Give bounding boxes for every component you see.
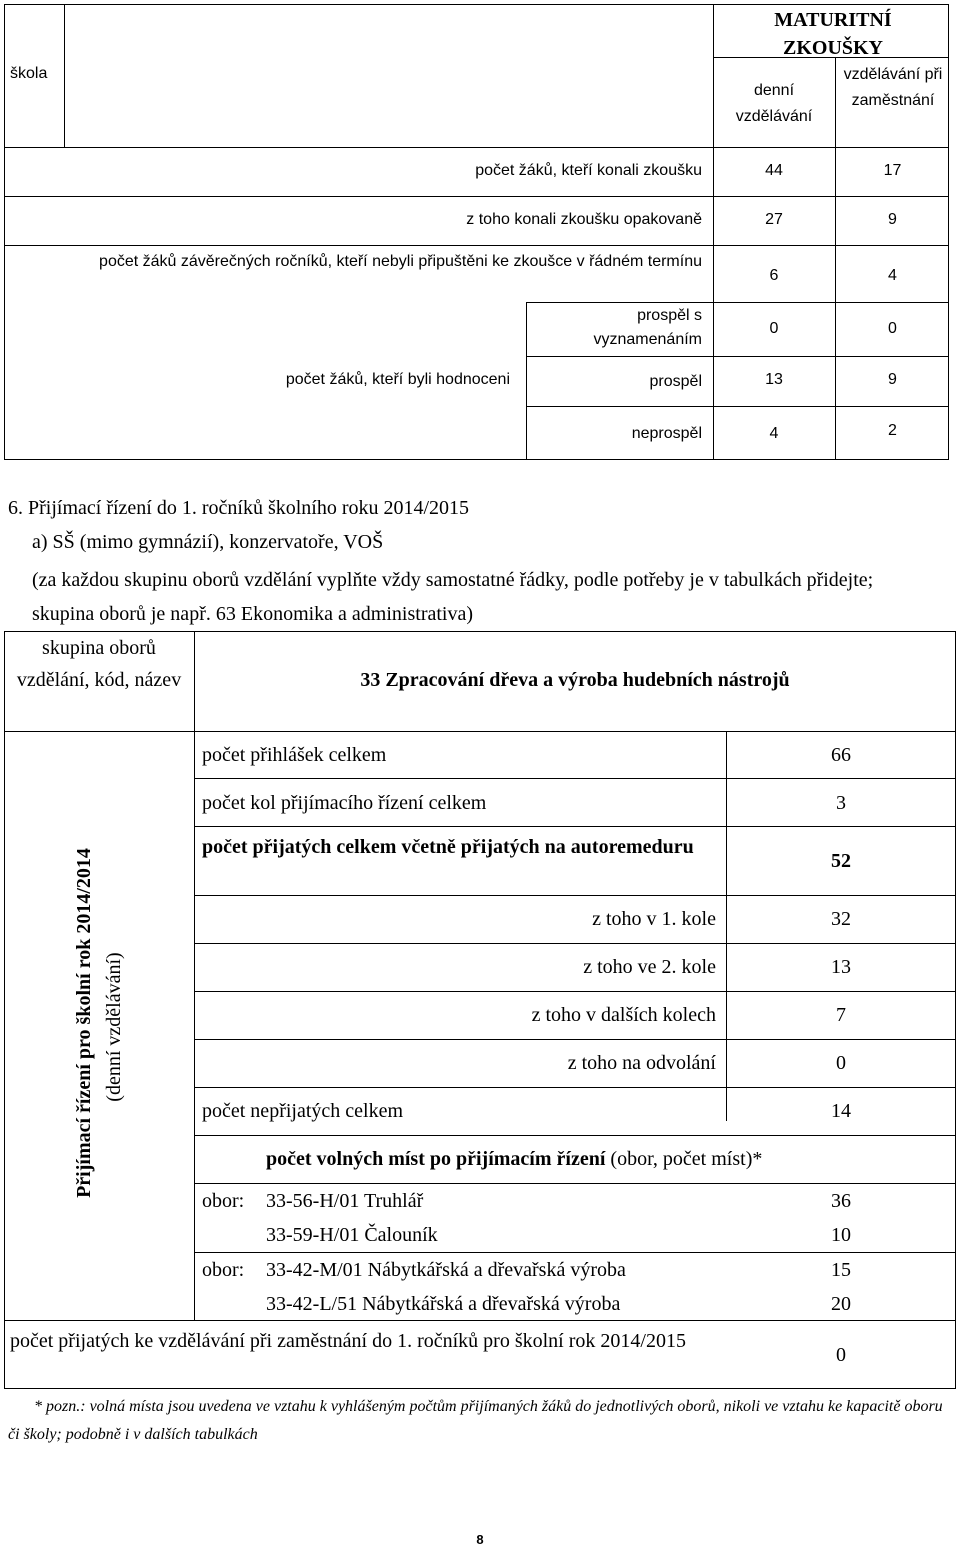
cell-rejected: 14 [831,1100,851,1122]
obor1-value2: 10 [831,1224,851,1246]
page-number: 8 [476,1532,484,1547]
cell-repeated-employed: 9 [888,211,897,228]
school-label: škola [10,65,48,82]
footnote-prefix: * pozn. [34,1398,81,1415]
section-subheading: a) SŠ (mimo gymnázií), konzervatoře, VOŠ [32,531,384,553]
side-title: Přijímací řízení pro školní rok 2014/2014 [73,848,95,1198]
employed-value: 0 [836,1344,846,1366]
row-label-failed: neprospěl [631,425,702,442]
row-label-took-exam: počet žáků, kteří konali zkoušku [475,162,702,179]
cell-rounds: 3 [836,792,846,814]
obor2-prefix: obor: [202,1259,245,1281]
cell-honours-daily: 0 [769,320,779,337]
cell-not-admitted-daily: 6 [769,267,779,284]
obor1-value1: 36 [831,1190,851,1212]
obor1-line2: 33-59-H/01 Čalouník [266,1224,438,1246]
side-subtitle: (denní vzdělávání) [103,952,125,1102]
evaluated-label: počet žáků, kteří byli hodnoceni [285,371,510,388]
row-label-not-admitted: počet žáků závěrečných ročníků, kteří nebyli připuštěni ke zkoušce v řádném termínu [99,253,702,270]
row-label-round2: z toho ve 2. kole [583,956,716,978]
cell-appeal: 0 [836,1052,846,1074]
cell-admitted: 52 [831,850,851,872]
section-heading: 6. Přijímací řízení do 1. ročníků školního roku 2014/2015 [8,497,470,519]
cell-failed-daily: 4 [769,425,779,442]
row-label-round1: z toho v 1. kole [592,908,716,930]
row-label-rounds: počet kol přijímacího řízení celkem [202,792,487,814]
row-label-honours: prospěl s vyznamenáním [593,307,702,348]
free-places-bold: počet volných míst po přijímacím řízení [266,1148,606,1170]
group-name: 33 Zpracování dřeva a výroba hudebních nástrojů [360,669,790,691]
obor1-line1: 33-56-H/01 Truhlář [266,1190,424,1212]
col-header-daily: denní vzdělávání [735,82,813,125]
footnote [8,1393,943,1449]
cell-took-exam-daily: 44 [765,162,783,179]
row-label-repeated: z toho konali zkoušku opakovaně [466,211,702,228]
row-label-further-rounds: z toho v dalších kolech [531,1004,716,1026]
cell-further-rounds: 7 [836,1004,846,1026]
cell-failed-employed: 2 [888,422,897,439]
cell-round2: 13 [831,956,851,978]
col-header-employed: vzdělávání při zaměstnání [843,66,943,109]
row-label-appeal: z toho na odvolání [567,1052,716,1074]
row-label-rejected: počet nepřijatých celkem [202,1100,404,1122]
row-label-admitted: počet přijatých celkem včetně přijatých na autoremeduru [202,836,694,858]
cell-applications: 66 [831,744,851,766]
cell-repeated-daily: 27 [765,211,783,228]
obor1-prefix: obor: [202,1190,245,1212]
footnote-text: : volná místa jsou uvedena ve vztahu k vyhlášeným počtům přijímaných žáků do jednotlivých oborů, nikoli ve vztahu ke kapacitě oboru či školy; podobně i v dalších tabulkách [8,1398,943,1443]
cell-took-exam-employed: 17 [883,162,902,179]
header-title: MATURITNÍ ZKOUŠKY [774,9,892,59]
cell-passed-daily: 13 [765,371,783,388]
cell-not-admitted-employed: 4 [888,267,897,284]
row-label-applications: počet přihlášek celkem [202,744,387,766]
obor2-line1: 33-42-M/01 Nábytkářská a dřevařská výroba [266,1259,626,1281]
cell-passed-employed: 9 [888,371,897,388]
obor2-line2: 33-42-L/51 Nábytkářská a dřevařská výroba [266,1293,621,1315]
group-label: skupina oborů vzdělání, kód, název [16,637,182,691]
obor2-value1: 15 [831,1259,851,1281]
employed-label: počet přijatých ke vzdělávání při zaměstnání do 1. ročníků pro školní rok 2014/2015 [10,1330,686,1352]
obor2-value2: 20 [831,1293,851,1315]
cell-honours-employed: 0 [888,320,897,337]
free-places-heading [266,1145,956,1173]
cell-round1: 32 [831,908,851,930]
row-label-passed: prospěl [649,373,702,390]
section-note: (za každou skupinu oborů vzdělání vyplňte vždy samostatné řádky, podle potřeby je v tabulkách přidejte; skupina oborů je např. 63 Ekonomika a administrativa) [32,569,874,625]
free-places-normal: (obor, počet míst)* [610,1148,763,1170]
